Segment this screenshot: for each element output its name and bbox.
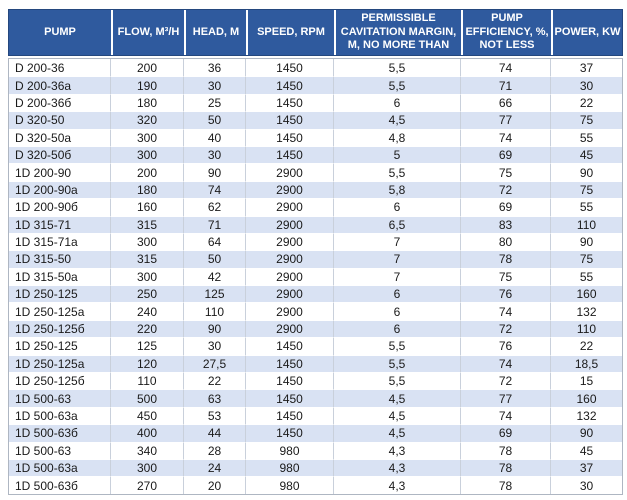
pump-name-cell: 1D 250-125a <box>9 355 111 372</box>
value-cell: 80 <box>461 233 551 250</box>
col-header-head: HEAD, M <box>184 10 246 55</box>
table-row <box>9 355 622 372</box>
pump-name-cell: 1D 315-50 <box>9 250 111 267</box>
value-cell: 2900 <box>246 285 334 302</box>
value-cell: 450 <box>111 407 184 424</box>
table-row <box>9 250 622 267</box>
value-cell: 53 <box>184 407 246 424</box>
value-cell: 72 <box>461 320 551 337</box>
value-cell: 2900 <box>246 302 334 319</box>
value-cell: 4,5 <box>334 111 461 128</box>
table-row <box>9 337 622 354</box>
value-cell: 400 <box>111 424 184 441</box>
value-cell: 27,5 <box>184 355 246 372</box>
pump-name-cell: D 320-50 <box>9 111 111 128</box>
pump-name-cell: 1D 200-90a <box>9 181 111 198</box>
table-row <box>9 94 622 111</box>
table-row <box>9 233 622 250</box>
pump-name-cell: 1D 250-125 <box>9 337 111 354</box>
value-cell: 1450 <box>246 389 334 406</box>
value-cell: 75 <box>461 268 551 285</box>
pump-table <box>8 58 623 495</box>
value-cell: 50 <box>184 250 246 267</box>
value-cell: 1450 <box>246 59 334 76</box>
value-cell: 4,3 <box>334 459 461 476</box>
value-cell: 36 <box>184 59 246 76</box>
value-cell: 1450 <box>246 407 334 424</box>
value-cell: 1450 <box>246 355 334 372</box>
value-cell: 71 <box>461 76 551 93</box>
table-row <box>9 129 622 146</box>
pump-name-cell: 1D 500-63a <box>9 459 111 476</box>
pump-table-body <box>9 59 622 494</box>
value-cell: 30 <box>184 76 246 93</box>
value-cell: 50 <box>184 111 246 128</box>
value-cell: 250 <box>111 285 184 302</box>
value-cell: 5,5 <box>334 372 461 389</box>
pump-name-cell: 1D 200-90 <box>9 163 111 180</box>
value-cell: 74 <box>184 181 246 198</box>
value-cell: 74 <box>461 129 551 146</box>
value-cell: 72 <box>461 372 551 389</box>
col-header-power: POWER, KW <box>551 10 622 55</box>
value-cell: 22 <box>551 337 622 354</box>
pump-name-cell: D 200-36 <box>9 59 111 76</box>
pump-name-cell: 1D 250-125б <box>9 372 111 389</box>
value-cell: 44 <box>184 424 246 441</box>
value-cell: 90 <box>551 163 622 180</box>
value-cell: 340 <box>111 442 184 459</box>
value-cell: 320 <box>111 111 184 128</box>
value-cell: 74 <box>461 59 551 76</box>
value-cell: 5 <box>334 146 461 163</box>
value-cell: 75 <box>551 181 622 198</box>
value-cell: 25 <box>184 94 246 111</box>
value-cell: 42 <box>184 268 246 285</box>
pump-name-cell: D 320-50a <box>9 129 111 146</box>
value-cell: 4,8 <box>334 129 461 146</box>
value-cell: 30 <box>184 146 246 163</box>
value-cell: 6 <box>334 94 461 111</box>
table-row <box>9 146 622 163</box>
value-cell: 110 <box>184 302 246 319</box>
value-cell: 7 <box>334 250 461 267</box>
pump-name-cell: D 320-50б <box>9 146 111 163</box>
value-cell: 78 <box>461 476 551 493</box>
value-cell: 132 <box>551 407 622 424</box>
pump-name-cell: 1D 315-71 <box>9 216 111 233</box>
value-cell: 2900 <box>246 233 334 250</box>
value-cell: 160 <box>111 198 184 215</box>
table-row <box>9 389 622 406</box>
value-cell: 5,5 <box>334 355 461 372</box>
pump-name-cell: 1D 250-125 <box>9 285 111 302</box>
value-cell: 30 <box>551 76 622 93</box>
value-cell: 74 <box>461 302 551 319</box>
table-row <box>9 407 622 424</box>
table-row <box>9 424 622 441</box>
value-cell: 1450 <box>246 76 334 93</box>
value-cell: 71 <box>184 216 246 233</box>
value-cell: 980 <box>246 459 334 476</box>
value-cell: 62 <box>184 198 246 215</box>
table-row <box>9 181 622 198</box>
col-header-flow: FLOW, M³/H <box>111 10 184 55</box>
value-cell: 300 <box>111 233 184 250</box>
value-cell: 30 <box>184 337 246 354</box>
table-row <box>9 59 622 76</box>
value-cell: 2900 <box>246 163 334 180</box>
value-cell: 63 <box>184 389 246 406</box>
table-row <box>9 216 622 233</box>
value-cell: 160 <box>551 389 622 406</box>
value-cell: 78 <box>461 442 551 459</box>
value-cell: 76 <box>461 337 551 354</box>
value-cell: 77 <box>461 389 551 406</box>
value-cell: 4,5 <box>334 407 461 424</box>
value-cell: 2900 <box>246 181 334 198</box>
value-cell: 72 <box>461 181 551 198</box>
value-cell: 77 <box>461 111 551 128</box>
value-cell: 22 <box>551 94 622 111</box>
pump-spec-table <box>8 9 621 495</box>
table-row <box>9 476 622 493</box>
value-cell: 5,5 <box>334 59 461 76</box>
value-cell: 300 <box>111 459 184 476</box>
value-cell: 5,5 <box>334 337 461 354</box>
col-header-pump: PUMP <box>9 10 111 55</box>
value-cell: 18,5 <box>551 355 622 372</box>
pump-name-cell: D 200-36a <box>9 76 111 93</box>
value-cell: 45 <box>551 146 622 163</box>
value-cell: 69 <box>461 424 551 441</box>
pump-name-cell: 1D 500-63 <box>9 389 111 406</box>
value-cell: 90 <box>184 320 246 337</box>
value-cell: 78 <box>461 250 551 267</box>
value-cell: 125 <box>184 285 246 302</box>
value-cell: 90 <box>184 163 246 180</box>
value-cell: 110 <box>551 216 622 233</box>
value-cell: 6 <box>334 285 461 302</box>
value-cell: 300 <box>111 146 184 163</box>
value-cell: 1450 <box>246 129 334 146</box>
value-cell: 24 <box>184 459 246 476</box>
value-cell: 6 <box>334 198 461 215</box>
value-cell: 1450 <box>246 111 334 128</box>
pump-name-cell: 1D 500-63б <box>9 476 111 493</box>
value-cell: 1450 <box>246 94 334 111</box>
value-cell: 55 <box>551 198 622 215</box>
value-cell: 90 <box>551 233 622 250</box>
col-header-cavitation-margin: PERMISSIBLE CAVITATION MARGIN, M, NO MORE THAN <box>334 10 461 55</box>
value-cell: 37 <box>551 59 622 76</box>
table-row <box>9 198 622 215</box>
table-row <box>9 268 622 285</box>
pump-name-cell: 1D 500-63 <box>9 442 111 459</box>
value-cell: 200 <box>111 59 184 76</box>
value-cell: 1450 <box>246 337 334 354</box>
table-row <box>9 163 622 180</box>
table-row <box>9 285 622 302</box>
value-cell: 110 <box>551 320 622 337</box>
value-cell: 4,5 <box>334 389 461 406</box>
col-header-speed: SPEED, RPM <box>246 10 334 55</box>
value-cell: 20 <box>184 476 246 493</box>
value-cell: 190 <box>111 76 184 93</box>
value-cell: 83 <box>461 216 551 233</box>
value-cell: 1450 <box>246 424 334 441</box>
value-cell: 30 <box>551 476 622 493</box>
table-row <box>9 76 622 93</box>
value-cell: 74 <box>461 355 551 372</box>
value-cell: 64 <box>184 233 246 250</box>
value-cell: 4,5 <box>334 424 461 441</box>
value-cell: 1450 <box>246 372 334 389</box>
value-cell: 15 <box>551 372 622 389</box>
value-cell: 55 <box>551 129 622 146</box>
value-cell: 69 <box>461 146 551 163</box>
value-cell: 980 <box>246 476 334 493</box>
value-cell: 2900 <box>246 268 334 285</box>
value-cell: 125 <box>111 337 184 354</box>
value-cell: 55 <box>551 268 622 285</box>
value-cell: 5,5 <box>334 163 461 180</box>
value-cell: 180 <box>111 181 184 198</box>
value-cell: 270 <box>111 476 184 493</box>
table-row <box>9 111 622 128</box>
value-cell: 300 <box>111 129 184 146</box>
value-cell: 300 <box>111 268 184 285</box>
value-cell: 75 <box>551 250 622 267</box>
pump-name-cell: 1D 500-63б <box>9 424 111 441</box>
value-cell: 37 <box>551 459 622 476</box>
value-cell: 120 <box>111 355 184 372</box>
value-cell: 75 <box>551 111 622 128</box>
value-cell: 2900 <box>246 216 334 233</box>
value-cell: 2900 <box>246 250 334 267</box>
pump-name-cell: 1D 315-50a <box>9 268 111 285</box>
value-cell: 6 <box>334 320 461 337</box>
pump-name-cell: 1D 500-63a <box>9 407 111 424</box>
value-cell: 315 <box>111 216 184 233</box>
value-cell: 180 <box>111 94 184 111</box>
value-cell: 132 <box>551 302 622 319</box>
value-cell: 200 <box>111 163 184 180</box>
pump-name-cell: 1D 250-125a <box>9 302 111 319</box>
value-cell: 4,3 <box>334 442 461 459</box>
value-cell: 500 <box>111 389 184 406</box>
value-cell: 7 <box>334 268 461 285</box>
table-row <box>9 459 622 476</box>
table-row <box>9 320 622 337</box>
value-cell: 4,3 <box>334 476 461 493</box>
table-row <box>9 442 622 459</box>
pump-name-cell: D 200-36б <box>9 94 111 111</box>
value-cell: 69 <box>461 198 551 215</box>
value-cell: 5,8 <box>334 181 461 198</box>
value-cell: 1450 <box>246 146 334 163</box>
col-header-efficiency: PUMP EFFICIENCY, %, NOT LESS <box>461 10 551 55</box>
pump-name-cell: 1D 200-90б <box>9 198 111 215</box>
value-cell: 78 <box>461 459 551 476</box>
value-cell: 6 <box>334 302 461 319</box>
value-cell: 6,5 <box>334 216 461 233</box>
table-row <box>9 302 622 319</box>
pump-table-header <box>8 9 623 56</box>
pump-name-cell: 1D 315-71a <box>9 233 111 250</box>
value-cell: 28 <box>184 442 246 459</box>
value-cell: 76 <box>461 285 551 302</box>
value-cell: 90 <box>551 424 622 441</box>
value-cell: 220 <box>111 320 184 337</box>
value-cell: 110 <box>111 372 184 389</box>
value-cell: 2900 <box>246 320 334 337</box>
value-cell: 160 <box>551 285 622 302</box>
header-row <box>9 10 622 55</box>
value-cell: 7 <box>334 233 461 250</box>
value-cell: 980 <box>246 442 334 459</box>
value-cell: 22 <box>184 372 246 389</box>
table-row <box>9 372 622 389</box>
value-cell: 5,5 <box>334 76 461 93</box>
pump-name-cell: 1D 250-125б <box>9 320 111 337</box>
value-cell: 240 <box>111 302 184 319</box>
value-cell: 40 <box>184 129 246 146</box>
value-cell: 66 <box>461 94 551 111</box>
value-cell: 2900 <box>246 198 334 215</box>
value-cell: 74 <box>461 407 551 424</box>
value-cell: 45 <box>551 442 622 459</box>
value-cell: 75 <box>461 163 551 180</box>
value-cell: 315 <box>111 250 184 267</box>
